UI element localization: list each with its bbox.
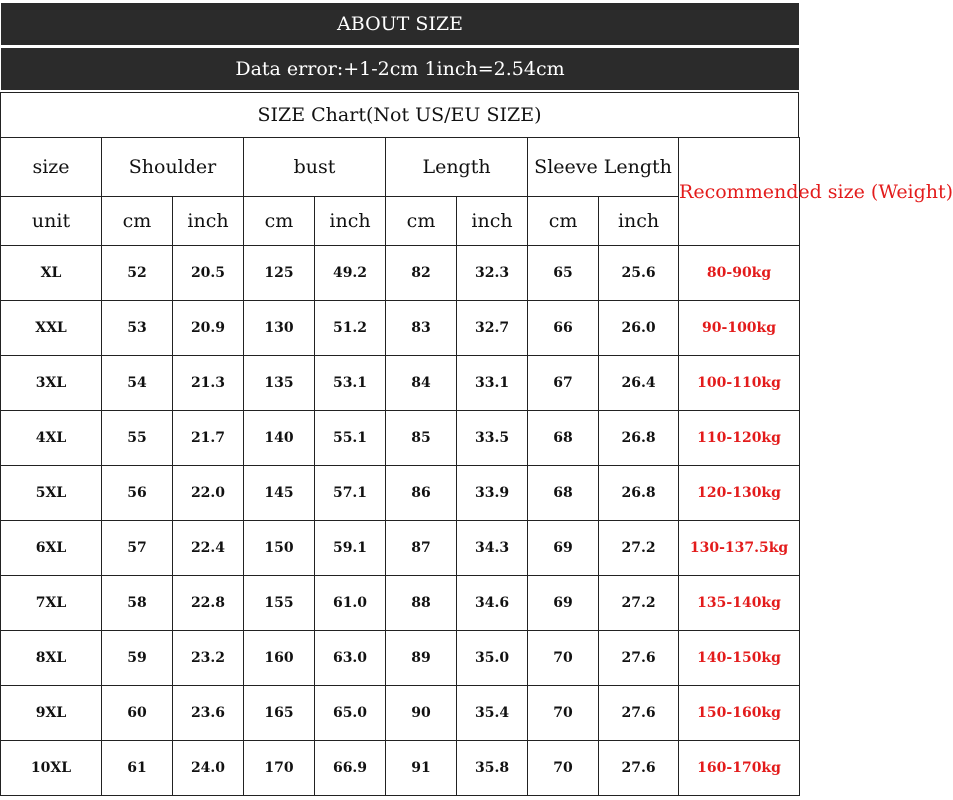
shoulder-inch-cell: 22.8	[173, 576, 244, 631]
size-table	[0, 137, 953, 796]
bust-inch-cell: 51.2	[315, 301, 386, 356]
shoulder-cm-unit: cm	[102, 197, 173, 246]
length-inch-cell: 33.5	[457, 411, 528, 466]
sleeve-cm-cell: 70	[528, 631, 599, 686]
sleeve-inch-cell: 25.6	[599, 246, 679, 301]
shoulder-cm-cell: 61	[102, 741, 173, 796]
size-chart-subtitle	[0, 92, 799, 137]
size-cell: 6XL	[1, 521, 102, 576]
length-inch-cell: 32.7	[457, 301, 528, 356]
bust-cm-cell: 165	[244, 686, 315, 741]
unit-label: unit	[1, 197, 102, 246]
size-cell: 7XL	[1, 576, 102, 631]
bust-inch-cell: 57.1	[315, 466, 386, 521]
sleeve-inch-cell: 27.6	[599, 741, 679, 796]
length-cm-cell: 88	[386, 576, 457, 631]
sleeve-inch-cell: 27.2	[599, 576, 679, 631]
sleeve-cm-cell: 69	[528, 521, 599, 576]
shoulder-cm-cell: 55	[102, 411, 173, 466]
table-row	[1, 356, 800, 411]
length-cm-unit: cm	[386, 197, 457, 246]
bust-inch-cell: 61.0	[315, 576, 386, 631]
bust-cm-cell: 160	[244, 631, 315, 686]
data-error-note: Data error:+1-2cm 1inch=2.54cm	[235, 58, 565, 80]
bust-cm-cell: 170	[244, 741, 315, 796]
size-cell: XXL	[1, 301, 102, 356]
length-inch-cell: 33.1	[457, 356, 528, 411]
header-row	[1, 138, 800, 197]
bust-cm-cell: 155	[244, 576, 315, 631]
sleeve-cm-cell: 68	[528, 411, 599, 466]
bust-inch-cell: 53.1	[315, 356, 386, 411]
recommended-weight-cell: 150-160kg	[679, 686, 800, 741]
table-row	[1, 411, 800, 466]
size-chart-subtitle-text: SIZE Chart(Not US/EU SIZE)	[257, 104, 542, 126]
bust-cm-cell: 150	[244, 521, 315, 576]
recommended-weight-cell: 90-100kg	[679, 301, 800, 356]
recommended-weight-cell: 100-110kg	[679, 356, 800, 411]
size-cell: 10XL	[1, 741, 102, 796]
length-cm-cell: 83	[386, 301, 457, 356]
length-cm-cell: 89	[386, 631, 457, 686]
shoulder-inch-cell: 23.6	[173, 686, 244, 741]
bust-inch-cell: 59.1	[315, 521, 386, 576]
length-cm-cell: 87	[386, 521, 457, 576]
bust-cm-cell: 130	[244, 301, 315, 356]
shoulder-cm-cell: 53	[102, 301, 173, 356]
shoulder-cm-cell: 60	[102, 686, 173, 741]
length-inch-cell: 34.6	[457, 576, 528, 631]
bust-cm-unit: cm	[244, 197, 315, 246]
size-cell: 8XL	[1, 631, 102, 686]
shoulder-cm-cell: 59	[102, 631, 173, 686]
length-inch-cell: 33.9	[457, 466, 528, 521]
size-cell: 4XL	[1, 411, 102, 466]
shoulder-cm-cell: 56	[102, 466, 173, 521]
bust-cm-cell: 135	[244, 356, 315, 411]
size-cell: 3XL	[1, 356, 102, 411]
bust-cm-cell: 145	[244, 466, 315, 521]
shoulder-inch-cell: 20.9	[173, 301, 244, 356]
data-error-banner	[0, 47, 800, 91]
bust-inch-unit: inch	[315, 197, 386, 246]
sleeve-cm-cell: 69	[528, 576, 599, 631]
shoulder-inch-cell: 20.5	[173, 246, 244, 301]
about-size-banner	[0, 2, 800, 46]
recommended-weight-cell: 160-170kg	[679, 741, 800, 796]
recommended-weight-cell: 135-140kg	[679, 576, 800, 631]
recommended-weight-cell: 140-150kg	[679, 631, 800, 686]
sleeve-inch-cell: 27.2	[599, 521, 679, 576]
size-cell: 9XL	[1, 686, 102, 741]
shoulder-inch-cell: 24.0	[173, 741, 244, 796]
shoulder-cm-cell: 52	[102, 246, 173, 301]
length-cm-cell: 91	[386, 741, 457, 796]
shoulder-inch-cell: 21.3	[173, 356, 244, 411]
recommended-size-header: Recommended size (Weight)	[679, 138, 800, 246]
length-cm-cell: 82	[386, 246, 457, 301]
bust-inch-cell: 63.0	[315, 631, 386, 686]
length-inch-unit: inch	[457, 197, 528, 246]
sleeve-cm-cell: 68	[528, 466, 599, 521]
bust-inch-cell: 49.2	[315, 246, 386, 301]
bust-inch-cell: 55.1	[315, 411, 386, 466]
sleeve-cm-cell: 70	[528, 741, 599, 796]
sleeve-length-header: Sleeve Length	[528, 138, 679, 197]
length-cm-cell: 86	[386, 466, 457, 521]
length-inch-cell: 34.3	[457, 521, 528, 576]
shoulder-inch-cell: 22.0	[173, 466, 244, 521]
sleeve-cm-cell: 66	[528, 301, 599, 356]
sleeve-inch-cell: 26.4	[599, 356, 679, 411]
length-cm-cell: 85	[386, 411, 457, 466]
length-inch-cell: 35.4	[457, 686, 528, 741]
table-row	[1, 631, 800, 686]
length-inch-cell: 35.8	[457, 741, 528, 796]
length-inch-cell: 35.0	[457, 631, 528, 686]
shoulder-cm-cell: 58	[102, 576, 173, 631]
length-inch-cell: 32.3	[457, 246, 528, 301]
shoulder-header: Shoulder	[102, 138, 244, 197]
sleeve-inch-cell: 26.8	[599, 411, 679, 466]
bust-header: bust	[244, 138, 386, 197]
size-cell: 5XL	[1, 466, 102, 521]
table-row	[1, 686, 800, 741]
recommended-weight-cell: 80-90kg	[679, 246, 800, 301]
table-row	[1, 301, 800, 356]
shoulder-inch-unit: inch	[173, 197, 244, 246]
table-row	[1, 521, 800, 576]
sleeve-cm-cell: 65	[528, 246, 599, 301]
shoulder-cm-cell: 54	[102, 356, 173, 411]
table-row	[1, 576, 800, 631]
sleeve-cm-cell: 67	[528, 356, 599, 411]
table-row	[1, 741, 800, 796]
recommended-weight-cell: 120-130kg	[679, 466, 800, 521]
sleeve-inch-cell: 27.6	[599, 631, 679, 686]
bust-inch-cell: 66.9	[315, 741, 386, 796]
sleeve-cm-cell: 70	[528, 686, 599, 741]
recommended-weight-cell: 130-137.5kg	[679, 521, 800, 576]
size-cell: XL	[1, 246, 102, 301]
table-row	[1, 246, 800, 301]
sleeve-inch-cell: 26.8	[599, 466, 679, 521]
sleeve-inch-cell: 26.0	[599, 301, 679, 356]
size-header: size	[1, 138, 102, 197]
length-header: Length	[386, 138, 528, 197]
shoulder-inch-cell: 22.4	[173, 521, 244, 576]
sleeve-cm-unit: cm	[528, 197, 599, 246]
bust-inch-cell: 65.0	[315, 686, 386, 741]
table-row	[1, 466, 800, 521]
sleeve-inch-cell: 27.6	[599, 686, 679, 741]
about-size-title: ABOUT SIZE	[337, 13, 463, 35]
bust-cm-cell: 125	[244, 246, 315, 301]
length-cm-cell: 84	[386, 356, 457, 411]
shoulder-inch-cell: 21.7	[173, 411, 244, 466]
bust-cm-cell: 140	[244, 411, 315, 466]
length-cm-cell: 90	[386, 686, 457, 741]
shoulder-cm-cell: 57	[102, 521, 173, 576]
recommended-weight-cell: 110-120kg	[679, 411, 800, 466]
sleeve-inch-unit: inch	[599, 197, 679, 246]
shoulder-inch-cell: 23.2	[173, 631, 244, 686]
